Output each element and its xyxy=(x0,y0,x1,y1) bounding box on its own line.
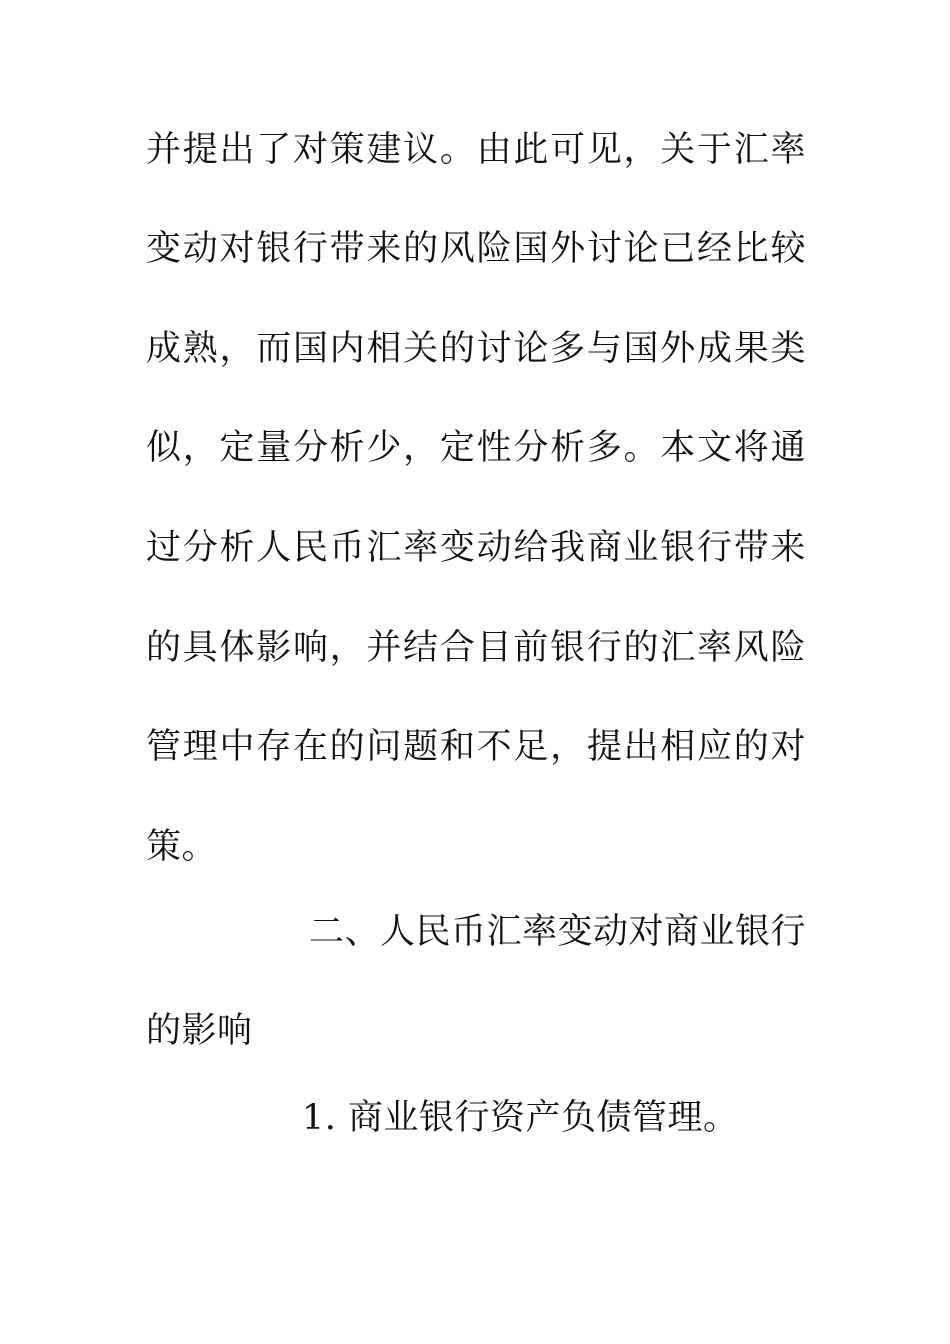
body-text-line: 似，定量分析少，定性分析多。本文将通 xyxy=(146,428,806,468)
body-text-line: 管理中存在的问题和不足，提出相应的对 xyxy=(146,727,806,767)
body-text-line: 成熟，而国内相关的讨论多与国外成果类 xyxy=(146,329,806,369)
body-text-line: 并提出了对策建议。由此可见，关于汇率 xyxy=(146,130,806,170)
list-item-heading: 1. 商业银行资产负债管理。 xyxy=(302,1098,739,1138)
body-text-line: 变动对银行带来的风险国外讨论已经比较 xyxy=(146,229,806,269)
section-heading-continuation: 的影响 xyxy=(146,1011,253,1051)
body-text-line: 策。 xyxy=(146,827,218,867)
body-text-line: 过分析人民币汇率变动给我商业银行带来 xyxy=(146,528,806,568)
section-heading: 二、人民币汇率变动对商业银行 xyxy=(308,912,806,952)
body-text-line: 的具体影响，并结合目前银行的汇率风险 xyxy=(146,628,806,668)
